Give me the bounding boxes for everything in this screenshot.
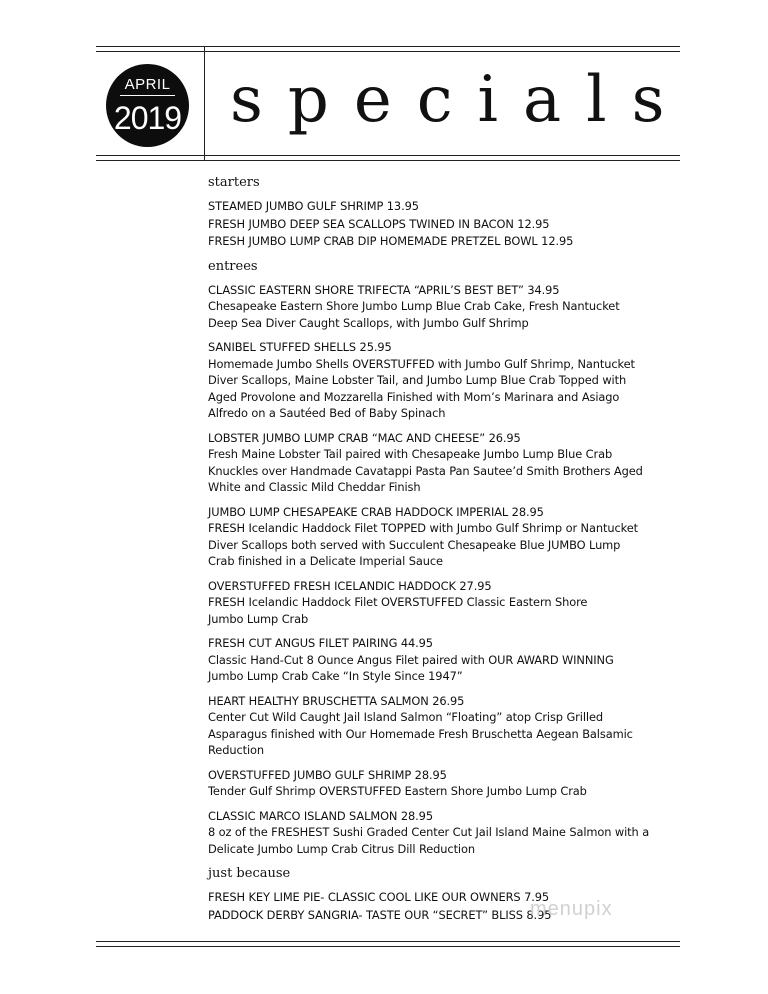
item-name: FRESH CUT ANGUS FILET PAIRING 44.95 <box>208 636 433 650</box>
menu-item <box>208 808 698 858</box>
menu-item <box>208 282 698 332</box>
menu-item <box>208 907 698 924</box>
item-description: Diver Scallops both served with Succulent Chesapeake Blue JUMBO Lump <box>208 537 621 552</box>
item-description: White and Classic Mild Cheddar Finish <box>208 480 421 494</box>
item-description: Crab finished in a Delicate Imperial Sauce <box>208 554 443 568</box>
item-description: Alfredo on a Sautéed Bed of Baby Spinach <box>208 406 446 420</box>
section-title: just because <box>208 866 291 881</box>
menu-item <box>208 198 698 215</box>
item-name: LOBSTER JUMBO LUMP CRAB “MAC AND CHEESE” 26.95 <box>208 430 521 445</box>
item-description: Knuckles over Handmade Cavatappi Pasta Pan Sautee’d Smith Brothers Aged <box>208 463 643 478</box>
badge-month: APRIL <box>120 76 175 96</box>
bottom-rule-outer <box>96 941 680 942</box>
header-rule-outer <box>96 155 680 156</box>
item-name: CLASSIC MARCO ISLAND SALMON 28.95 <box>208 808 433 823</box>
section-entrees <box>208 258 698 858</box>
menu-item <box>208 635 698 685</box>
header-divider <box>204 46 205 160</box>
date-badge <box>106 64 189 147</box>
item-name: PADDOCK DERBY SANGRIA- TASTE OUR “SECRET” BLISS 8.95 <box>208 907 552 922</box>
menu-item <box>208 339 698 422</box>
item-description: Homemade Jumbo Shells OVERSTUFFED with Jumbo Gulf Shrimp, Nantucket <box>208 356 635 371</box>
menu-content <box>208 174 698 931</box>
bottom-rule-inner <box>96 946 680 947</box>
item-description: Deep Sea Diver Caught Scallops, with Jumbo Gulf Shrimp <box>208 315 529 330</box>
item-description: Classic Hand-Cut 8 Ounce Angus Filet paired with OUR AWARD WINNING <box>208 652 614 667</box>
item-name: FRESH JUMBO LUMP CRAB DIP HOMEMADE PRETZEL BOWL 12.95 <box>208 234 574 248</box>
item-name: FRESH KEY LIME PIE- CLASSIC COOL LIKE OUR OWNERS 7.95 <box>208 890 550 904</box>
item-description: Chesapeake Eastern Shore Jumbo Lump Blue Crab Cake, Fresh Nantucket <box>208 299 620 313</box>
item-description: Tender Gulf Shrimp OVERSTUFFED Eastern Shore Jumbo Lump Crab <box>208 784 587 798</box>
menu-item <box>208 889 698 906</box>
item-description: Fresh Maine Lobster Tail paired with Chesapeake Jumbo Lump Blue Crab <box>208 447 613 461</box>
menu-item <box>208 216 698 233</box>
section-starters <box>208 174 698 250</box>
top-rule-outer <box>96 46 680 47</box>
item-name: HEART HEALTHY BRUSCHETTA SALMON 26.95 <box>208 693 465 708</box>
item-description: FRESH Icelandic Haddock Filet TOPPED with Jumbo Gulf Shrimp or Nantucket <box>208 521 638 535</box>
menu-item <box>208 233 698 250</box>
menu-item <box>208 578 698 628</box>
top-rule-inner <box>96 51 680 52</box>
item-name: SANIBEL STUFFED SHELLS 25.95 <box>208 340 392 354</box>
menu-item <box>208 430 698 496</box>
item-name: JUMBO LUMP CHESAPEAKE CRAB HADDOCK IMPERIAL 28.95 <box>208 504 544 519</box>
item-description: Diver Scallops, Maine Lobster Tail, and Jumbo Lump Blue Crab Topped with <box>208 373 627 387</box>
section-title: starters <box>208 175 260 190</box>
page-title: specials <box>230 63 690 137</box>
item-description: Delicate Jumbo Lump Crab Citrus Dill Reduction <box>208 841 475 856</box>
item-description: Aged Provolone and Mozzarella Finished with Mom’s Marinara and Asiago <box>208 389 620 404</box>
item-description: Jumbo Lump Crab Cake “In Style Since 1947” <box>208 669 463 683</box>
menu-item <box>208 767 698 800</box>
item-description: Reduction <box>208 743 265 757</box>
section-just-because <box>208 865 698 923</box>
item-name: STEAMED JUMBO GULF SHRIMP 13.95 <box>208 199 419 213</box>
item-description: FRESH Icelandic Haddock Filet OVERSTUFFED Classic Eastern Shore <box>208 595 588 609</box>
item-name: FRESH JUMBO DEEP SEA SCALLOPS TWINED IN BACON 12.95 <box>208 216 550 231</box>
item-name: OVERSTUFFED JUMBO GULF SHRIMP 28.95 <box>208 767 447 782</box>
watermark: menupix <box>530 898 613 920</box>
badge-year: 2019 <box>113 100 182 136</box>
item-description: 8 oz of the FRESHEST Sushi Graded Center Cut Jail Island Maine Salmon with a <box>208 825 650 839</box>
section-title: entrees <box>208 258 258 274</box>
header-rule-inner <box>96 160 680 161</box>
item-name: CLASSIC EASTERN SHORE TRIFECTA “APRIL’S BEST BET” 34.95 <box>208 282 560 297</box>
item-name: OVERSTUFFED FRESH ICELANDIC HADDOCK 27.95 <box>208 578 492 593</box>
item-description: Asparagus finished with Our Homemade Fresh Bruschetta Aegean Balsamic <box>208 726 633 741</box>
menu-item <box>208 504 698 570</box>
item-description: Center Cut Wild Caught Jail Island Salmon “Floating” atop Crisp Grilled <box>208 710 603 724</box>
item-description: Jumbo Lump Crab <box>208 611 309 626</box>
menu-item <box>208 693 698 759</box>
